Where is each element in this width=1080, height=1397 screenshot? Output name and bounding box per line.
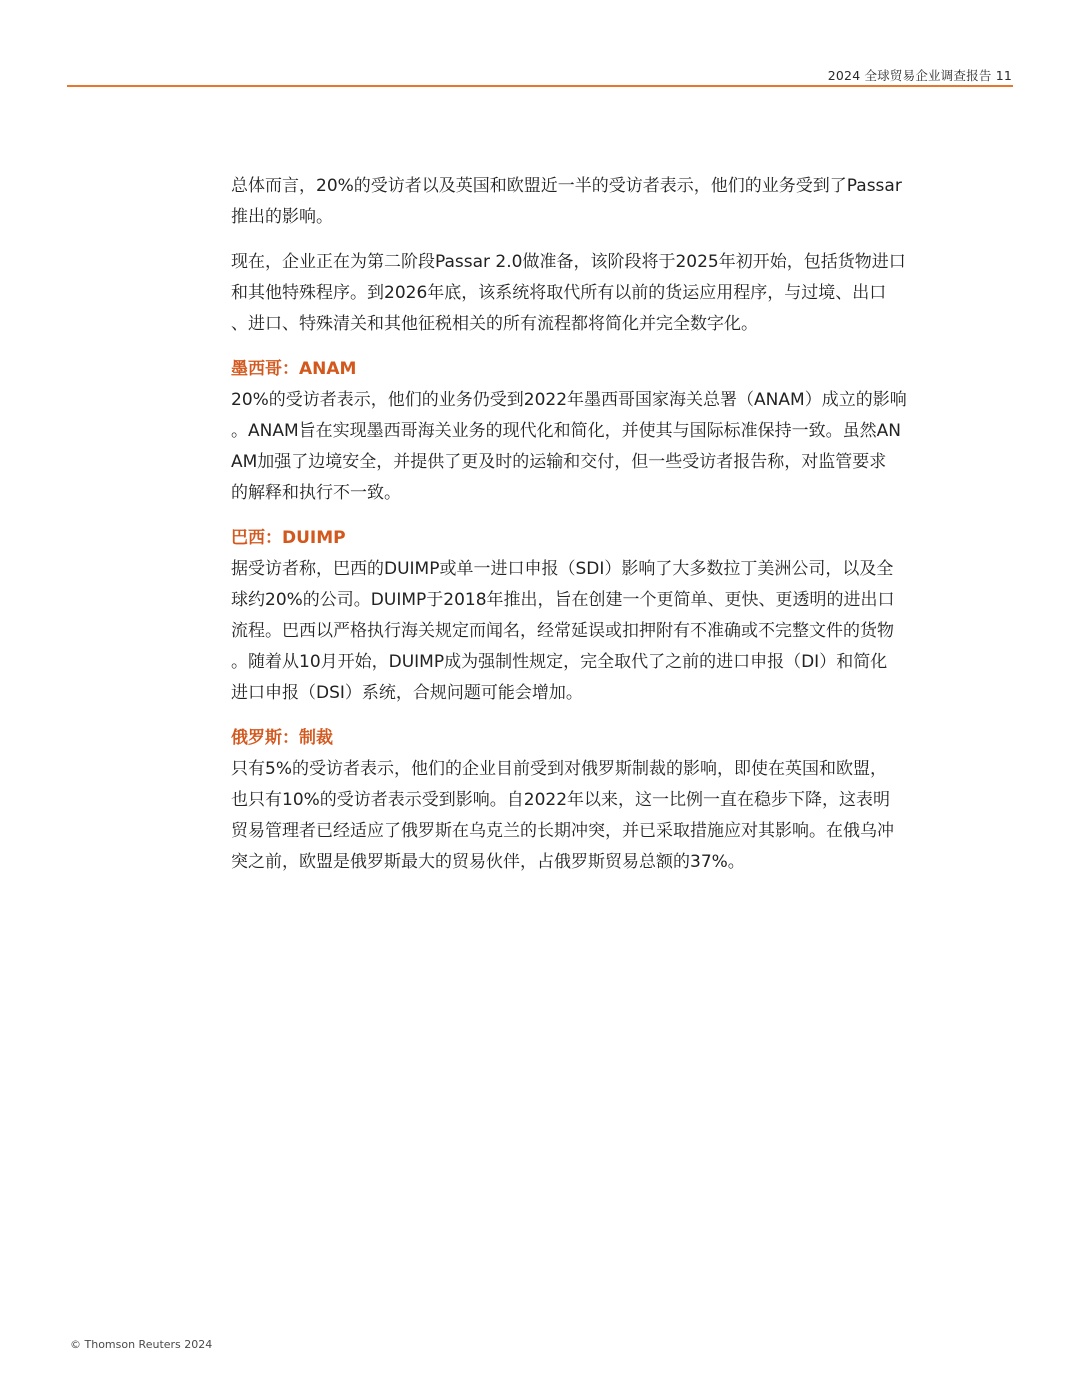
footer-copyright: © Thomson Reuters 2024 (70, 1338, 213, 1351)
main-content (231, 171, 923, 892)
text-line: 20%的受访者表示，他们的业务仍受到2022年墨西哥国家海关总署（ANAM）成立的影响 (231, 390, 907, 410)
text-line: 推出的影响。 (231, 207, 333, 227)
text-line: 据受访者称，巴西的DUIMP或单一进口申报（SDI）影响了大多数拉丁美洲公司，以及全 (231, 559, 894, 579)
text-line: 只有5%的受访者表示，他们的企业目前受到对俄罗斯制裁的影响，即使在英国和欧盟， (231, 759, 887, 779)
section-heading: 墨西哥：ANAM (231, 359, 357, 379)
text-line: 流程。巴西以严格执行海关规定而闻名，经常延误或扣押附有不准确或不完整文件的货物 (231, 621, 894, 641)
text-line: 。随着从10月开始，DUIMP成为强制性规定，完全取代了之前的进口申报（DI）和简化 (231, 652, 888, 672)
text-line: 球约20%的公司。DUIMP于2018年推出，旨在创建一个更简单、更快、更透明的进出口 (231, 590, 895, 610)
section-brazil (231, 523, 923, 709)
text-line: 、进口、特殊清关和其他征税相关的所有流程都将简化并完全数字化。 (231, 314, 758, 334)
intro-paragraph-1 (231, 171, 923, 233)
intro-paragraph-2 (231, 247, 923, 340)
section-russia (231, 723, 923, 878)
header-divider (67, 85, 1013, 87)
text-line: 的解释和执行不一致。 (231, 483, 401, 503)
text-line: 。ANAM旨在实现墨西哥海关业务的现代化和简化，并使其与国际标准保持一致。虽然AN (231, 421, 901, 441)
text-line: 和其他特殊程序。到2026年底，该系统将取代所有以前的货运应用程序，与过境、出口 (231, 283, 887, 303)
section-heading: 俄罗斯：制裁 (231, 728, 333, 748)
text-line: 总体而言，20%的受访者以及英国和欧盟近一半的受访者表示，他们的业务受到了Passar (231, 176, 902, 196)
section-paragraph (231, 754, 923, 878)
section-paragraph (231, 554, 923, 709)
section-paragraph (231, 385, 923, 509)
section-mexico (231, 354, 923, 509)
section-heading: 巴西：DUIMP (231, 528, 346, 548)
header-title: 2024 全球贸易企业调查报告 11 (827, 68, 1012, 83)
text-line: AM加强了边境安全，并提供了更及时的运输和交付，但一些受访者报告称，对监管要求 (231, 452, 887, 472)
text-line: 进口申报（DSI）系统，合规问题可能会增加。 (231, 683, 583, 703)
text-line: 贸易管理者已经适应了俄罗斯在乌克兰的长期冲突，并已采取措施应对其影响。在俄乌冲 (231, 821, 894, 841)
text-line: 也只有10%的受访者表示受到影响。自2022年以来，这一比例一直在稳步下降，这表明 (231, 790, 891, 810)
text-line: 现在，企业正在为第二阶段Passar 2.0做准备，该阶段将于2025年初开始，包括货物进口 (231, 252, 906, 272)
text-line: 突之前，欧盟是俄罗斯最大的贸易伙伴，占俄罗斯贸易总额的37%。 (231, 852, 745, 872)
